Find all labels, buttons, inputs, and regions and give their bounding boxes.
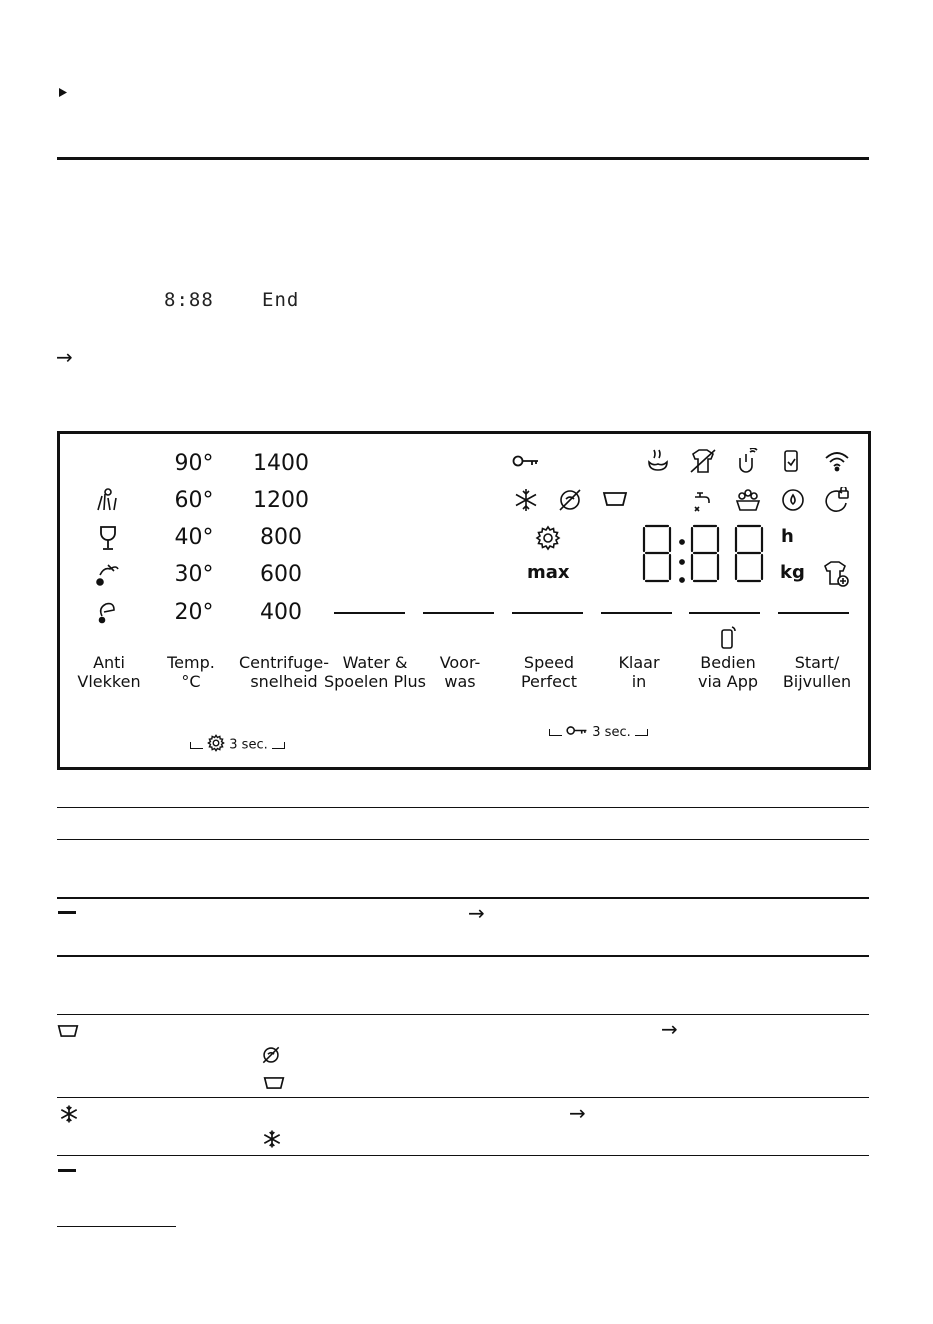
label-bedien-app: Bedien via App <box>697 653 759 691</box>
gear-small-icon <box>207 734 225 756</box>
temp-60: 60° <box>174 488 214 513</box>
footnote-rule <box>57 1226 176 1227</box>
label-klaar-in: Klaar in <box>618 653 660 691</box>
hold-note-lock <box>549 725 648 740</box>
button-bar-speed <box>512 612 583 614</box>
label-start-bijvullen: Start/ Bijvullen <box>782 653 852 691</box>
wifi-icon <box>824 450 850 477</box>
shirt-add-icon <box>821 560 851 593</box>
grass-stain-icon <box>94 486 120 517</box>
child-lock-icon <box>824 487 852 518</box>
snowflake-icon <box>513 487 539 518</box>
dash-icon <box>58 911 76 914</box>
speed-800: 800 <box>260 525 302 550</box>
speed-400: 400 <box>260 600 302 625</box>
label-voorwas: Voor- was <box>439 653 481 691</box>
dash-icon <box>58 1169 76 1172</box>
hold-note-settings <box>190 734 285 756</box>
basin-icon <box>602 491 628 512</box>
arrow-right-icon: → <box>56 345 73 369</box>
table-rule <box>57 1097 869 1098</box>
speed-600: 600 <box>260 562 302 587</box>
button-bar-start <box>778 612 849 614</box>
no-iron-shirt-icon <box>689 448 717 479</box>
control-panel-diagram <box>57 431 871 770</box>
temp-30: 30° <box>174 562 214 587</box>
button-bar-finish-in <box>601 612 672 614</box>
key-small-icon <box>566 725 588 740</box>
arrow-right-icon: → <box>569 1101 586 1125</box>
basin-icon <box>263 1076 285 1095</box>
phone-rotate-icon <box>781 448 803 479</box>
button-bar-app <box>689 612 760 614</box>
temp-90: 90° <box>174 451 214 476</box>
button-bar-prewash <box>423 612 494 614</box>
speed-1400: 1400 <box>253 451 309 476</box>
basin-icon <box>57 1024 79 1043</box>
hold-time-settings: 3 sec. <box>229 737 268 753</box>
table-rule <box>57 807 869 808</box>
table-rule <box>57 839 869 840</box>
detergent-remote-icon <box>736 448 758 479</box>
drum-drop-icon <box>780 487 806 518</box>
no-spin-icon <box>261 1045 281 1070</box>
button-bar-water-plus <box>334 612 405 614</box>
arrow-right-icon: → <box>468 901 485 925</box>
temp-20: 20° <box>174 600 214 625</box>
arrow-right-icon: → <box>661 1017 678 1041</box>
water-tap-icon <box>691 487 715 518</box>
wine-glass-icon <box>98 525 118 556</box>
phone-icon <box>720 626 736 655</box>
label-anti-vlekken: Anti Vlekken <box>77 653 141 691</box>
seven-segment-display <box>638 524 768 589</box>
unit-kg: kg <box>780 562 805 583</box>
drum-clean-icon <box>734 487 762 518</box>
max-label: max <box>527 562 570 583</box>
label-centrifuge: Centrifuge- snelheid <box>239 653 329 691</box>
label-temp: Temp. °C <box>167 653 215 691</box>
oil-drop-icon <box>94 561 122 592</box>
snowflake-icon <box>59 1104 79 1129</box>
key-icon <box>512 454 540 473</box>
no-spin-icon <box>557 487 583 518</box>
steam-icon <box>645 448 671 479</box>
table-rule <box>57 1014 869 1015</box>
section-divider <box>57 157 869 160</box>
play-triangle-icon <box>59 84 67 102</box>
table-rule <box>57 1155 869 1156</box>
gear-icon <box>535 525 561 556</box>
temp-40: 40° <box>174 525 214 550</box>
unit-hours: h <box>781 526 794 547</box>
speed-1200: 1200 <box>253 488 309 513</box>
label-speed-perfect: Speed Perfect <box>520 653 578 691</box>
table-rule <box>57 955 869 957</box>
sweat-stain-icon <box>94 598 120 629</box>
label-water-spoelen: Water & Spoelen Plus <box>323 653 427 691</box>
display-end-sample: End <box>262 289 300 311</box>
display-time-sample: 8:88 <box>164 289 214 311</box>
table-rule <box>57 897 869 899</box>
snowflake-icon <box>262 1129 282 1154</box>
hold-time-lock: 3 sec. <box>592 725 631 740</box>
